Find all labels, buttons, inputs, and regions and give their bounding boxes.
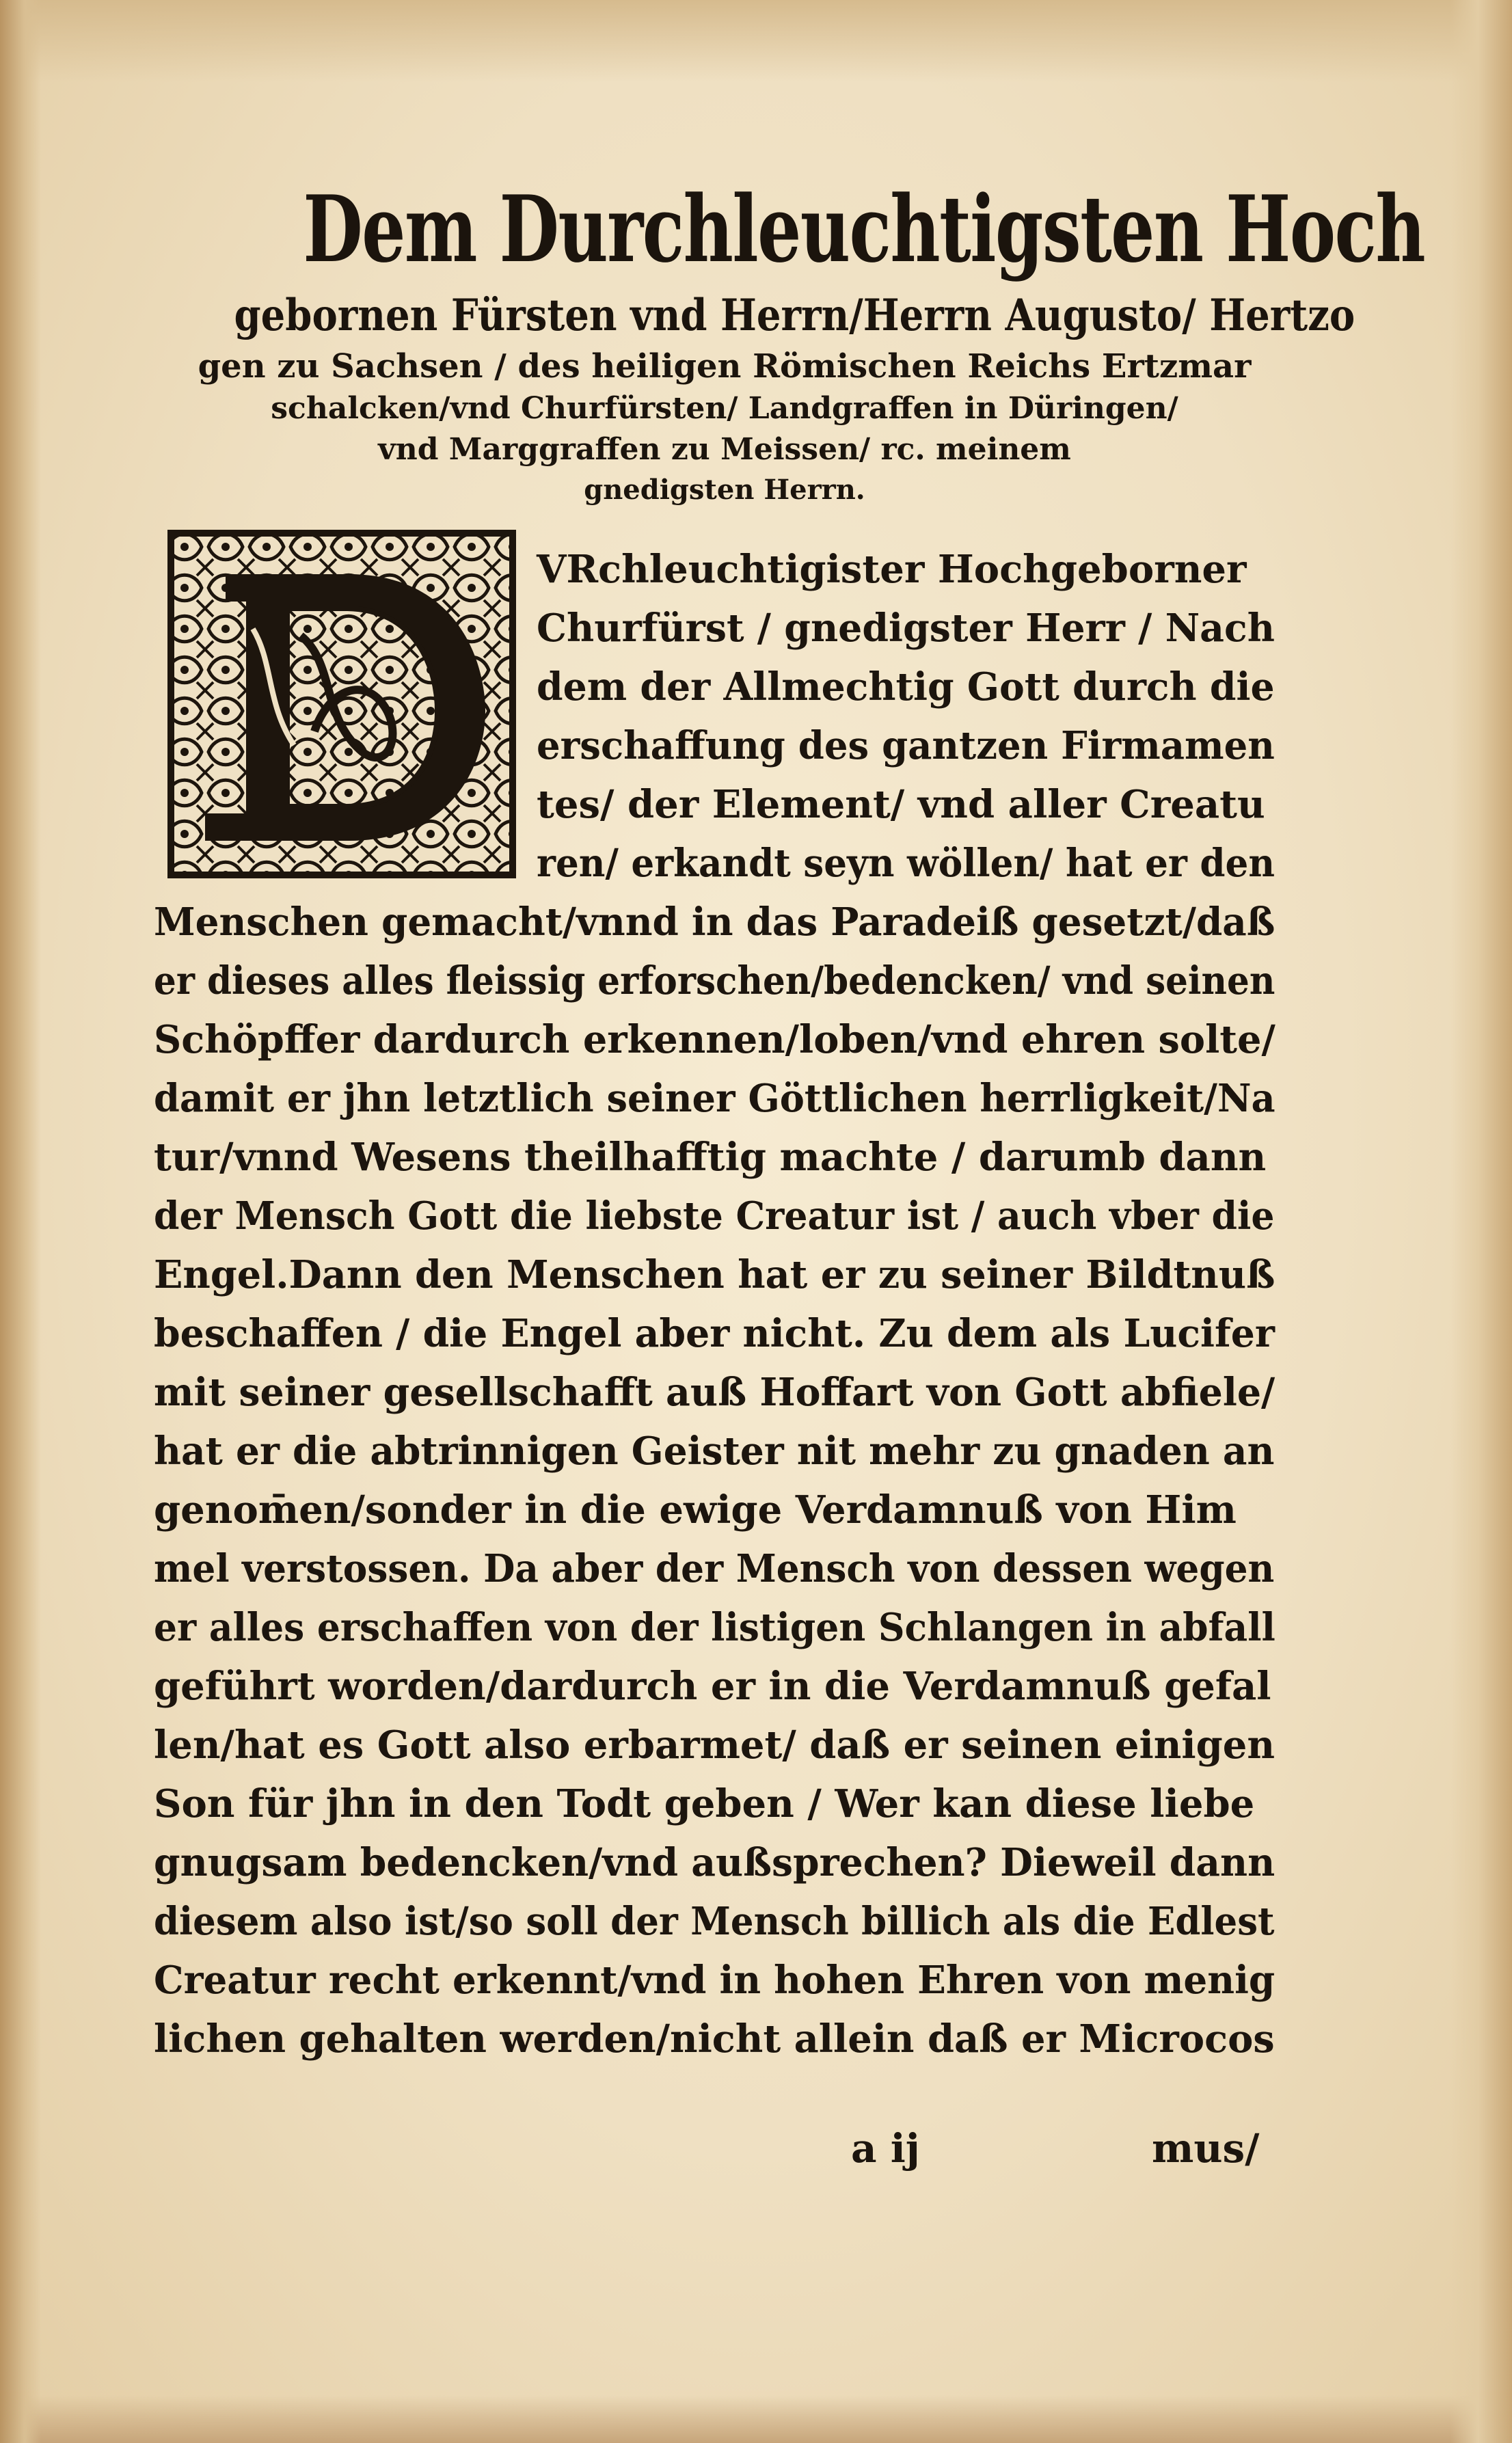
text-line: ren/ erkandt seyn wöllen/ hat er den xyxy=(537,841,1275,886)
text-line: der Mensch Gott die liebste Creatur ist / auch vber die xyxy=(154,1193,1275,1239)
heading-line-4: vnd Marggraffen zu Meissen/ rc. meinem xyxy=(378,432,1071,467)
text-line: mit seiner gesellschafft auß Hoffart von Gott abfiele/ xyxy=(154,1370,1275,1415)
text-line: er alles erschaffen von der listigen Schlangen in abfall xyxy=(154,1605,1275,1650)
text-line: lichen gehalten werden/nicht allein daß er Microcos xyxy=(154,2016,1275,2062)
text-line: beschaffen / die Engel aber nicht. Zu dem als Lucifer xyxy=(154,1311,1275,1356)
dedication-heading xyxy=(164,175,1425,510)
text-line: dem der Allmechtig Gott durch die xyxy=(537,664,1275,710)
text-line: genom̄en/sonder in die ewige Verdamnuß von Him xyxy=(154,1487,1237,1533)
text-line: Schöpffer dardurch erkennen/loben/vnd ehren solte/ xyxy=(154,1017,1275,1062)
text-line: len/hat es Gott also erbarmet/ daß er seinen einigen xyxy=(154,1723,1275,1768)
text-line: Creatur recht erkennt/vnd in hohen Ehren von menig xyxy=(154,1958,1275,2003)
text-line: er dieses alles fleissig erforschen/bedencken/ vnd seinen xyxy=(154,958,1275,1003)
catchword: mus/ xyxy=(1152,2125,1260,2172)
page-footer xyxy=(154,2119,1288,2178)
text-line: erschaffung des gantzen Firmamen xyxy=(537,723,1275,768)
text-line: tes/ der Element/ vnd aller Creatu xyxy=(537,782,1265,827)
text-line: mel verstossen. Da aber der Mensch von dessen wegen xyxy=(154,1546,1275,1591)
text-line: tur/vnnd Wesens theilhafftig machte / darumb dann xyxy=(154,1135,1267,1180)
heading-line-1: gebornen Fürsten vnd Herrn/Herrn Augusto/ Hertzo xyxy=(234,290,1355,341)
decorated-initial-d xyxy=(164,526,519,882)
text-line: hat er die abtrinnigen Geister nit mehr zu gnaden an xyxy=(154,1429,1275,1474)
text-line: Churfürst / gnedigster Herr / Nach xyxy=(537,606,1275,651)
text-line: Engel.Dann den Menschen hat er zu seiner Bildtnuß xyxy=(154,1252,1275,1297)
text-line: geführt worden/dardurch er in die Verdamnuß gefal xyxy=(154,1664,1271,1709)
text-line: diesem also ist/so soll der Mensch billich als die Edlest xyxy=(154,1899,1275,1944)
page-edge-left xyxy=(0,0,41,2443)
text-line: Son für jhn in den Todt geben / Wer kan diese liebe xyxy=(154,1781,1255,1826)
page-edge-top xyxy=(0,0,1512,82)
text-line: VRchleuchtigister Hochgeborner xyxy=(537,547,1247,592)
heading-title: Dem Durchleuchtigsten Hoch xyxy=(303,175,1425,283)
signature-mark: a ij xyxy=(851,2125,920,2172)
text-line: Menschen gemacht/vnnd in das Paradeiß gesetzt/daß xyxy=(154,900,1275,945)
page-edge-right xyxy=(1450,0,1512,2443)
heading-line-2: gen zu Sachsen / des heiligen Römischen Reichs Ertzmar xyxy=(198,347,1252,386)
text-line: gnugsam bedencken/vnd außsprechen? Dieweil dann xyxy=(154,1840,1275,1885)
heading-line-5: gnedigsten Herrn. xyxy=(584,474,865,506)
heading-line-3: schalcken/vnd Churfürsten/ Landgraffen in Düringen/ xyxy=(271,391,1178,426)
text-line: damit er jhn letztlich seiner Göttlichen herrligkeit/Na xyxy=(154,1076,1275,1121)
page-edge-bottom xyxy=(0,2395,1512,2443)
